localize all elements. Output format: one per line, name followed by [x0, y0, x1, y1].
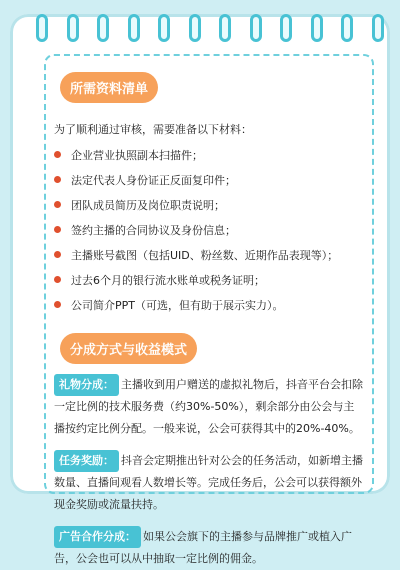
binder-ring-icon — [128, 14, 140, 42]
list-item — [54, 172, 364, 188]
revenue-paragraph-gift — [54, 374, 364, 440]
bullet-dot-icon — [54, 251, 61, 258]
list-item — [54, 222, 364, 238]
list-item-text: 主播账号截图（包括UID、粉丝数、近期作品表现等）； — [71, 249, 339, 262]
binder-ring-icon — [219, 14, 231, 42]
list-item-text: 企业营业执照副本扫描件； — [71, 149, 203, 162]
paragraph-text: 抖音会定期推出针对公会的任务活动，如新增主播数量、直播间观看人数增长等。完成任务后，公会可以获得额外现金奖励或流量扶持。 — [54, 454, 363, 511]
revenue-paragraph-task — [54, 450, 364, 516]
binder-ring-icon — [341, 14, 353, 42]
tag-gift-share: 礼物分成： — [54, 374, 119, 396]
revenue-paragraph-ad — [54, 526, 364, 570]
list-item-text: 团队成员简历及岗位职责说明； — [71, 199, 225, 212]
paragraph-text: 如果公会旗下的主播参与品牌推广或植入广告，公会也可以从中抽取一定比例的佣金。 — [54, 530, 352, 565]
materials-list — [54, 147, 364, 313]
bullet-dot-icon — [54, 226, 61, 233]
tag-task-reward: 任务奖励： — [54, 450, 119, 472]
tag-ad-share: 广告合作分成： — [54, 526, 141, 548]
binder-ring-icon — [250, 14, 262, 42]
section-title-revenue: 分成方式与收益模式 — [60, 333, 197, 364]
bullet-dot-icon — [54, 176, 61, 183]
content-area — [44, 54, 374, 565]
materials-intro: 为了顺利通过审核，需要准备以下材料： — [54, 123, 252, 136]
binder-ring-icon — [97, 14, 109, 42]
list-item-text: 签约主播的合同协议及身份信息； — [71, 224, 236, 237]
list-item — [54, 247, 364, 263]
notebook-card — [10, 14, 390, 565]
binder-rings — [30, 14, 390, 46]
list-item-text: 过去6个月的银行流水账单或税务证明； — [71, 274, 265, 287]
binder-ring-icon — [158, 14, 170, 42]
list-item — [54, 297, 364, 313]
list-item — [54, 272, 364, 288]
binder-ring-icon — [67, 14, 79, 42]
list-item — [54, 197, 364, 213]
section-title-materials: 所需资料清单 — [60, 72, 158, 103]
bullet-dot-icon — [54, 301, 61, 308]
list-item-text: 公司简介PPT（可选，但有助于展示实力）。 — [71, 299, 284, 312]
paragraph-text: 主播收到用户赠送的虚拟礼物后，抖音平台会扣除一定比例的技术服务费（约30%-50%），剩余部分由公会与主播按约定比例分配。一般来说，公会可获得其中的20%-40%。 — [54, 378, 363, 435]
binder-ring-icon — [36, 14, 48, 42]
binder-ring-icon — [280, 14, 292, 42]
binder-ring-icon — [372, 14, 384, 42]
list-item — [54, 147, 364, 163]
binder-ring-icon — [189, 14, 201, 42]
bullet-dot-icon — [54, 276, 61, 283]
list-item-text: 法定代表人身份证正反面复印件； — [71, 174, 236, 187]
bullet-dot-icon — [54, 151, 61, 158]
binder-ring-icon — [311, 14, 323, 42]
bullet-dot-icon — [54, 201, 61, 208]
